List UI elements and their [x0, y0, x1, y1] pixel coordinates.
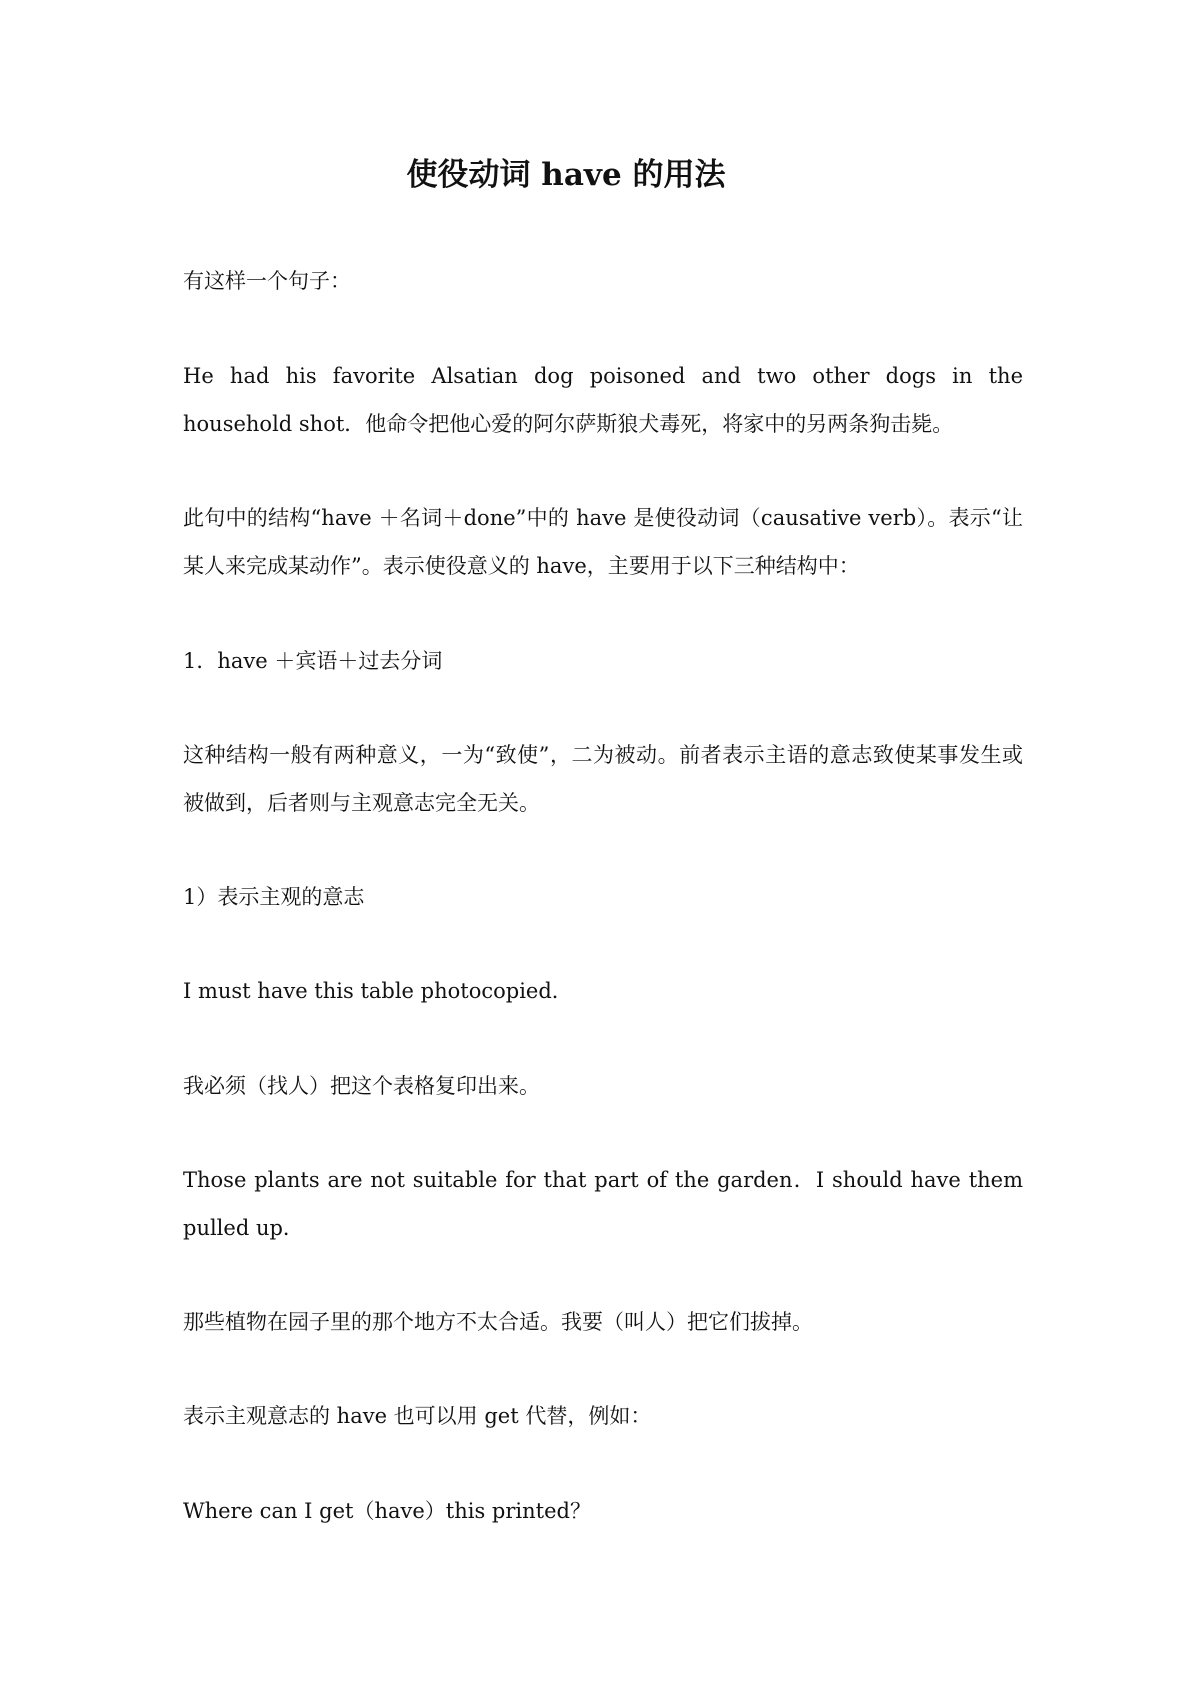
document-title: 使役动词 have 的用法: [406, 157, 726, 193]
example-english-2: Those plants are not suitable for that part of the garden．I should have them pulled up．: [183, 1168, 1023, 1240]
example-chinese-2: 那些植物在园子里的那个地方不太合适。我要（叫人）把它们拔掉。: [183, 1310, 813, 1334]
example-english-1: I must have this table photocopied．: [183, 979, 573, 1003]
subsection-heading-1: 1）表示主观的意志: [183, 885, 365, 909]
paragraph-example-sentence: He had his favorite Alsatian dog poisoned and two other dogs in the household shot．他命令把他心爱的阿尔萨斯狼犬毒死，将家中的另两条狗击毙。: [183, 364, 1023, 436]
paragraph-get-substitute: 表示主观意志的 have 也可以用 get 代替，例如：: [183, 1404, 652, 1428]
paragraph-meaning-explanation: 这种结构一般有两种意义，一为“致使”，二为被动。前者表示主语的意志致使某事发生或被做到，后者则与主观意志完全无关。: [183, 743, 1023, 815]
example-english-3: Where can I get（have）this printed？: [183, 1499, 591, 1523]
example-chinese-1: 我必须（找人）把这个表格复印出来。: [183, 1074, 540, 1098]
paragraph-intro: 有这样一个句子：: [183, 269, 351, 293]
section-heading-1: 1．have ＋宾语＋过去分词: [183, 649, 443, 673]
paragraph-structure-explanation: 此句中的结构“have ＋名词＋done”中的 have 是使役动词（causative verb）。表示“让某人来完成某动作”。表示使役意义的 have，主要用于以下三种结构中：: [183, 506, 1023, 578]
